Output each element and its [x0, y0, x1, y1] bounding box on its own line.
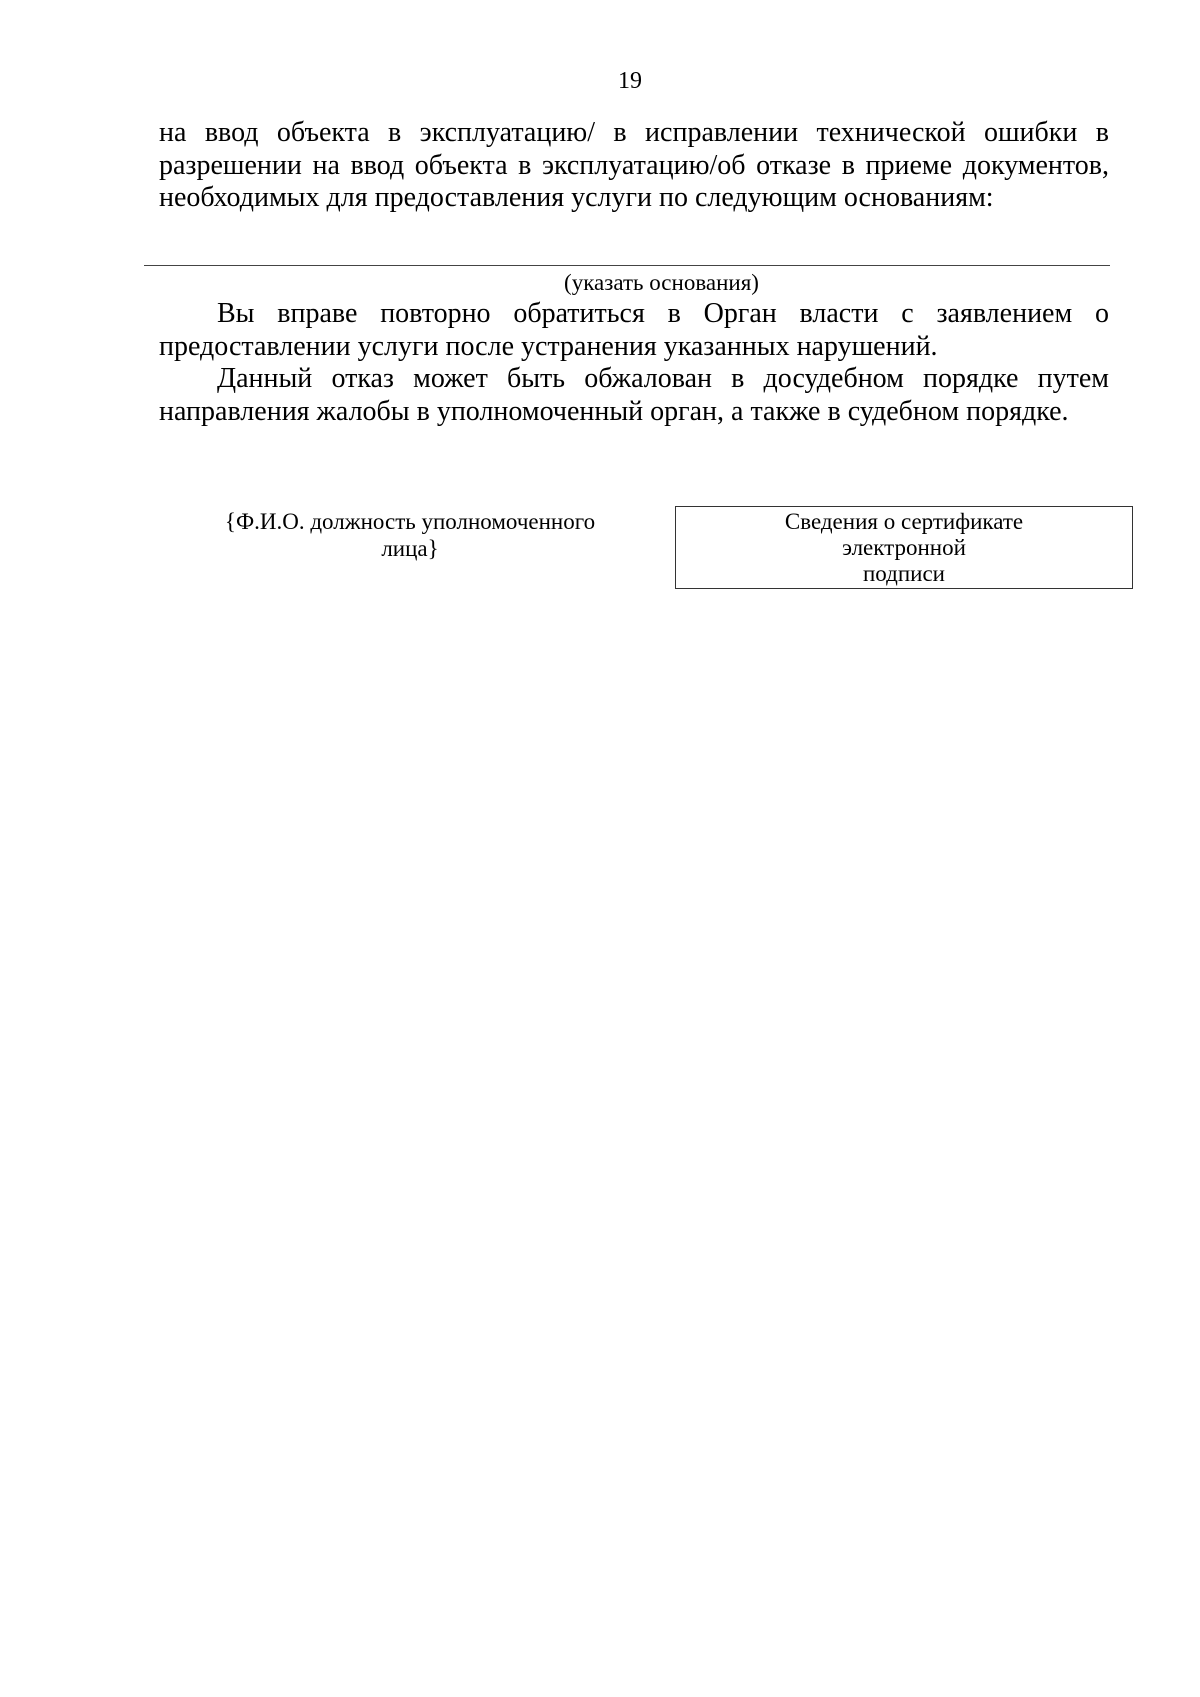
- basis-fill-line: [144, 265, 1110, 266]
- page-number: 19: [618, 68, 642, 94]
- basis-hint: (указать основания): [564, 270, 759, 295]
- reapply-paragraph: Вы вправе повторно обратиться в Орган власти с заявлением о предоставлении услуги после устранения указанных нарушений.: [159, 298, 1109, 362]
- signer-caption-line-1: {Ф.И.О. должность уполномоченного: [224, 509, 596, 534]
- signature-certificate-box: [675, 506, 1133, 589]
- signer-caption-line-2: лица}: [381, 536, 439, 561]
- certificate-line-2: электронной: [842, 535, 966, 560]
- signer-caption: [200, 508, 620, 562]
- certificate-line-1: Сведения о сертификате: [784, 509, 1024, 534]
- certificate-line-3: подписи: [863, 561, 945, 586]
- appeal-paragraph: Данный отказ может быть обжалован в досудебном порядке путем направления жалобы в уполномоченный орган, а также в судебном порядке.: [159, 363, 1109, 427]
- intro-paragraph: на ввод объекта в эксплуатацию/ в исправлении технической ошибки в разрешении на ввод объекта в эксплуатацию/об отказе в приеме документов, необходимых для предоставления услуги по следующим основаниям:: [159, 117, 1109, 213]
